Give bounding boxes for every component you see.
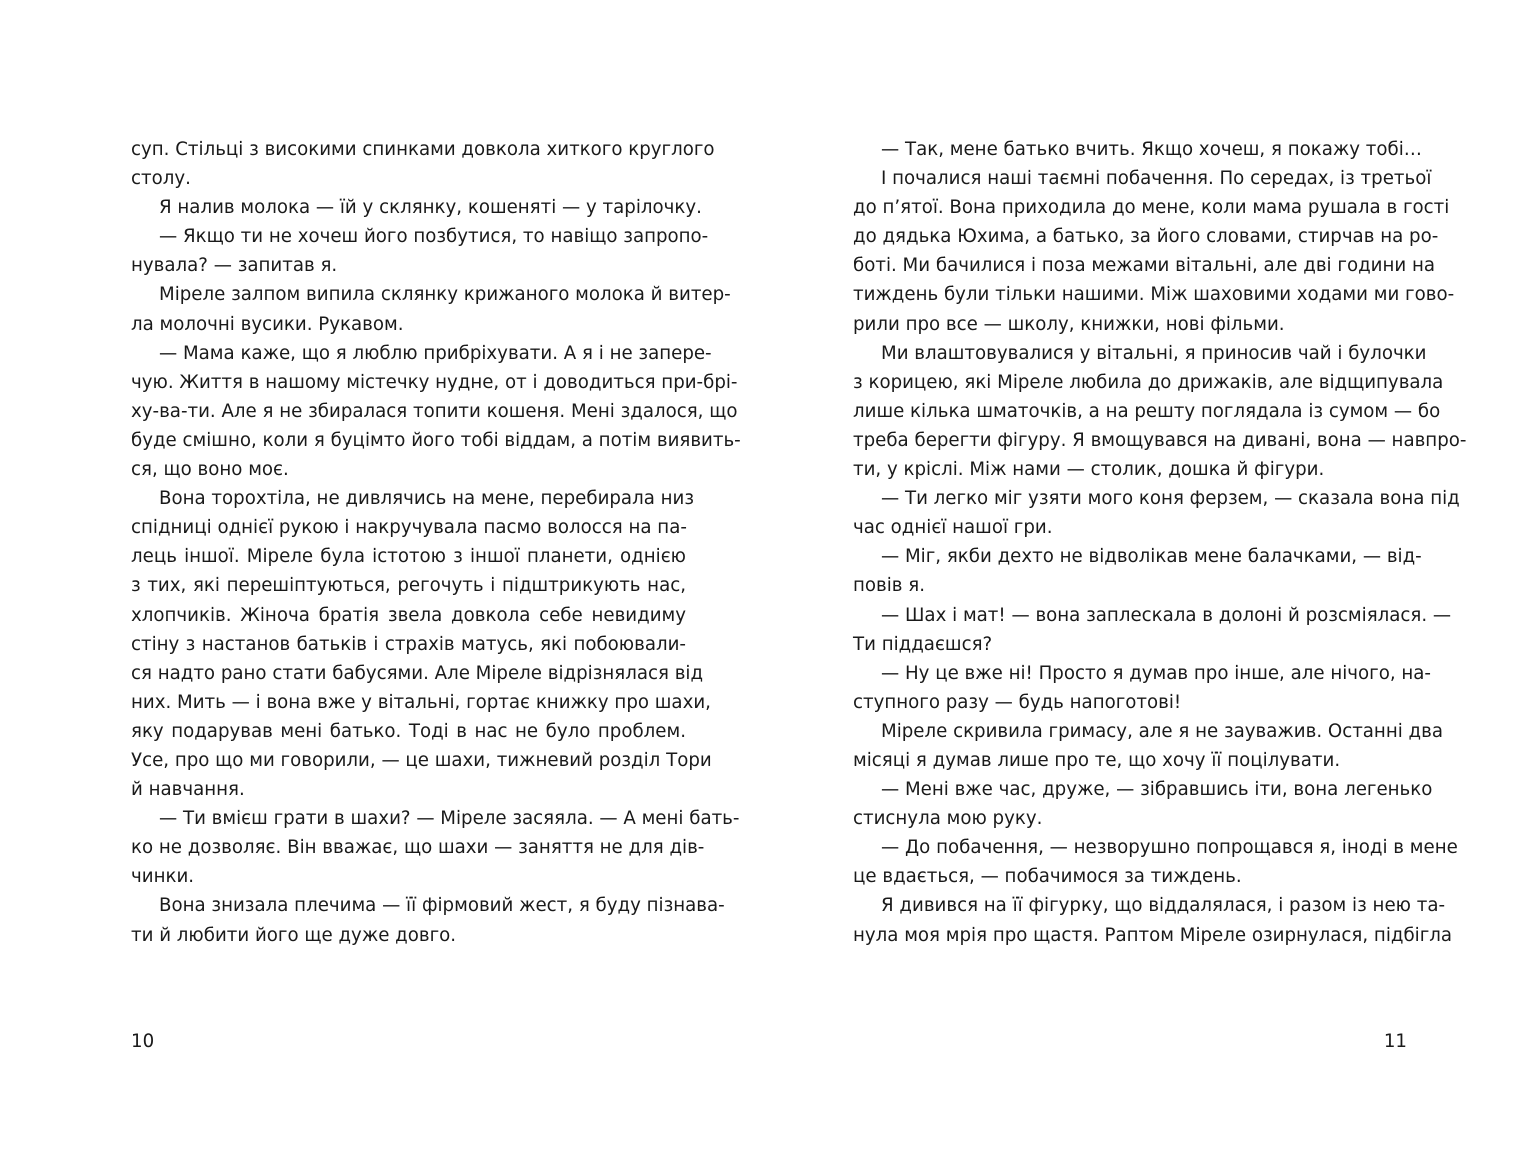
text-line: й навчання. xyxy=(131,779,245,801)
text-line: — Міг, якби дехто не відволікав мене балачками, — від- xyxy=(881,546,1422,568)
text-line: час однієї нашої гри. xyxy=(853,517,1053,539)
text-line: суп. Стільці з високими спинками довкола хиткого круглого xyxy=(131,139,715,160)
text-line: — Шах і мат! — вона заплескала в долоні й розсміялася. — xyxy=(881,604,1452,626)
text-line: тиждень були тільки нашими. Між шаховими ходами ми гово- xyxy=(853,284,1455,306)
text-line: нула моя мрія про щастя. Раптом Міреле озирнулася, підбігла xyxy=(853,924,1453,946)
text-line: Ми влаштовувалися у вітальні, я приносив чай і булочки xyxy=(881,342,1427,364)
text-line: боті. Ми бачилися і поза межами вітальні, але дві години на xyxy=(853,255,1435,277)
text-line: ла молочні вусики. Рукавом. xyxy=(131,313,404,335)
page-number: 11 xyxy=(1383,1031,1407,1052)
text-line: це вдається, — побачимося за тиждень. xyxy=(853,866,1242,888)
text-line: стіну з настанов батьків і страхів матусь, які побоювали- xyxy=(131,633,686,655)
text-line: буде смішно, коли я буцімто його тобі віддам, а потім виявить- xyxy=(131,429,741,451)
text-line: Міреле скривила гримасу, але я не зауважив. Останні два xyxy=(881,720,1443,742)
text-line: ко не дозволяє. Він вважає, що шахи — заняття не для дів- xyxy=(131,837,705,859)
text-line: лець іншої. Міреле була істотою з іншої планети, однією xyxy=(131,546,686,568)
text-line: Я налив молока — їй у склянку, кошеняті — у тарілочку. xyxy=(159,197,702,219)
text-line: ху-ва-ти. Але я не збиралася топити кошеня. Мені здалося, що xyxy=(131,400,738,422)
text-line: — Мама каже, що я люблю прибріхувати. А я і не запере- xyxy=(159,342,712,364)
text-line: нувала? — запитав я. xyxy=(131,255,338,277)
text-line: треба берегти фігуру. Я вмощувався на дивані, вона — навпро- xyxy=(853,429,1467,451)
text-line: лише кілька шматочків, а на решту поглядала із сумом — бо xyxy=(853,400,1441,422)
text-line: повів я. xyxy=(853,575,926,597)
text-line: — Мені вже час, друже, — зібравшись іти, вона легенько xyxy=(881,779,1433,801)
right-page-text xyxy=(853,135,1467,950)
text-line: — Ти вмієш грати в шахи? — Міреле засяяла. — А мені бать- xyxy=(159,808,740,830)
text-line: ся, що воно моє. xyxy=(131,459,289,481)
text-line: місяці я думав лише про те, що хочу її поцілувати. xyxy=(853,749,1341,771)
text-line: — Так, мене батько вчить. Якщо хочеш, я покажу тобі… xyxy=(881,139,1422,160)
text-line: — До побачення, — незворушно попрощався я, іноді в мене xyxy=(881,837,1458,859)
text-line: до п’ятої. Вона приходила до мене, коли мама рушала в гості xyxy=(853,197,1450,219)
text-line: яку подарував мені батько. Тоді в нас не було проблем. xyxy=(131,720,686,742)
text-line: Усе, про що ми говорили, — це шахи, тижневий розділ Тори xyxy=(131,749,712,771)
text-line: чую. Життя в нашому містечку нудне, от і доводиться при-брі- xyxy=(131,371,738,393)
text-line: з корицею, які Міреле любила до дрижаків, але відщипувала xyxy=(853,371,1444,393)
text-line: ступного разу — будь напоготові! xyxy=(853,691,1182,713)
text-line: ти, у кріслі. Між нами — столик, дошка й фігури. xyxy=(853,459,1325,481)
text-line: столу. xyxy=(131,168,191,190)
text-line: стиснула мою руку. xyxy=(853,808,1043,830)
text-line: — Ти легко міг узяти мого коня ферзем, — сказала вона під xyxy=(881,488,1460,510)
text-line: Вона знизала плечима — її фірмовий жест, я буду пізнава- xyxy=(159,895,725,917)
text-line: них. Мить — і вона вже у вітальні, гортає книжку про шахи, xyxy=(131,691,711,713)
text-line: І почалися наші таємні побачення. По середах, із третьої xyxy=(881,168,1432,190)
text-line: чинки. xyxy=(131,866,195,888)
text-line: — Якщо ти не хочеш його позбутися, то навіщо запропо- xyxy=(159,226,709,248)
text-line: Я дивився на її фігурку, що віддалялася, і разом із нею та- xyxy=(881,895,1446,917)
text-line: з тих, які перешіптуються, регочуть і підштрикують нас, xyxy=(131,575,686,597)
right-page xyxy=(768,0,1536,1152)
text-line: Вона торохтіла, не дивлячись на мене, перебирала низ xyxy=(159,488,695,510)
text-line: спідниці однієї рукою і накручувала пасмо волосся на па- xyxy=(131,517,687,539)
text-line: Міреле залпом випила склянку крижаного молока й витер- xyxy=(159,284,731,306)
text-line: — Ну це вже ні! Просто я думав про інше, але нічого, на- xyxy=(881,662,1431,684)
text-line: рили про все — школу, книжки, нові фільми. xyxy=(853,313,1285,335)
text-line: ся надто рано стати бабусями. Але Міреле відрізнялася від xyxy=(131,662,704,684)
text-line: ти й любити його ще дуже довго. xyxy=(131,924,457,946)
text-line: хлопчиків. Жіноча братія звела довкола себе невидиму xyxy=(131,604,686,626)
left-page-text xyxy=(131,135,741,950)
text-line: до дядька Юхима, а батько, за його словами, стирчав на ро- xyxy=(853,226,1439,248)
page-number: 10 xyxy=(131,1031,155,1052)
text-line: Ти піддаєшся? xyxy=(853,633,993,655)
